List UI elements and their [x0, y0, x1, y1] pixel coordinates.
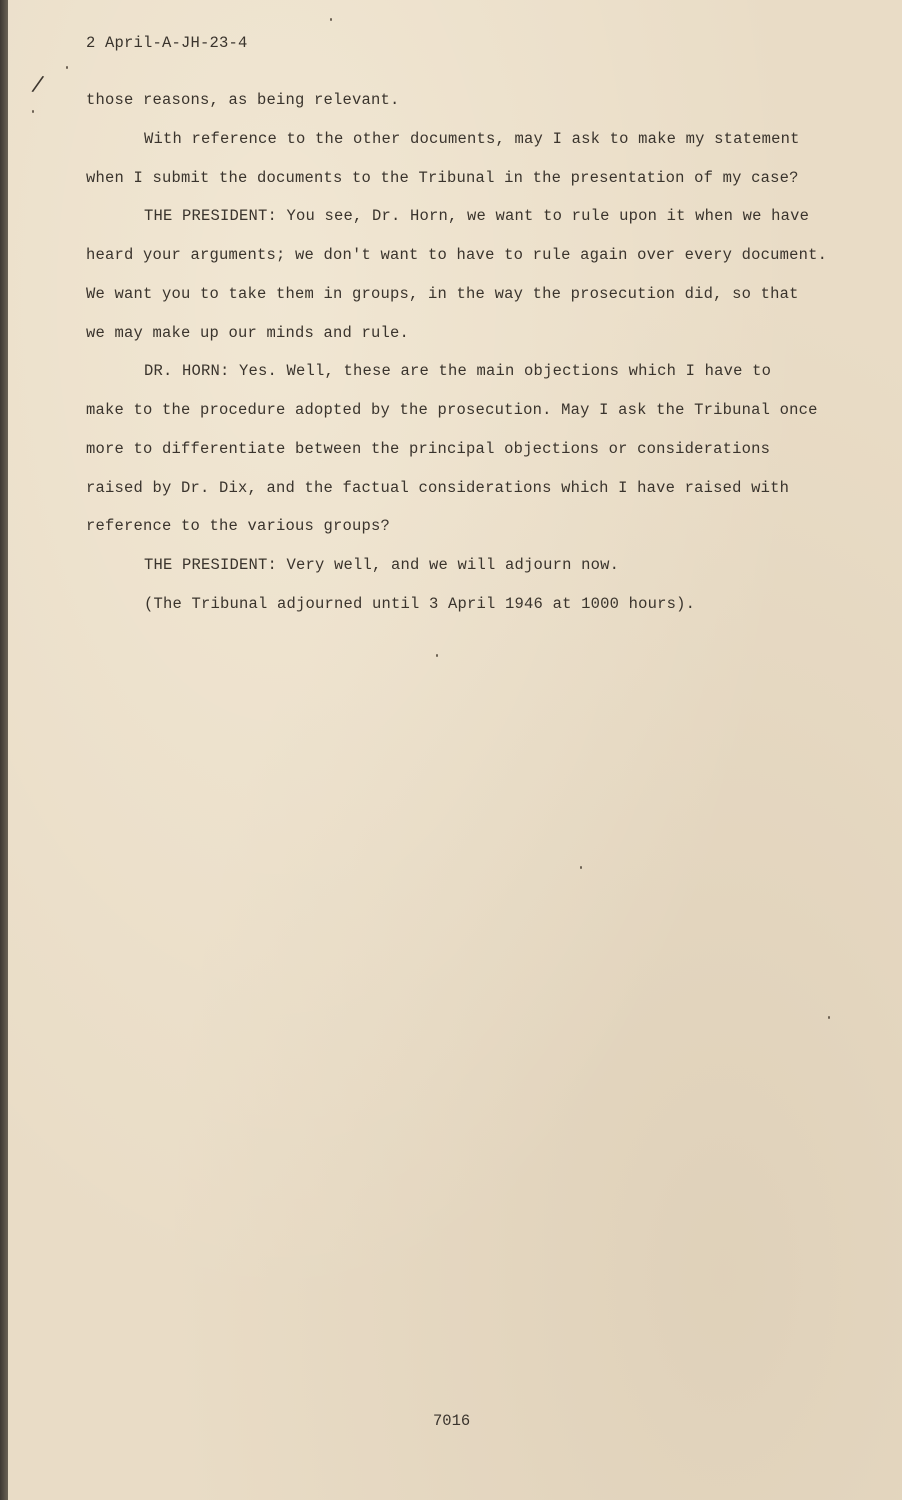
paper-speck: [828, 1016, 830, 1019]
paper-speck: [436, 654, 438, 657]
document-header: 2 April-A-JH-23-4: [86, 34, 248, 52]
margin-speck: [66, 66, 68, 69]
paragraph-4-line-2: make to the procedure adopted by the prosecution. May I ask the Tribunal once: [86, 401, 818, 419]
margin-speck: [32, 110, 34, 113]
paragraph-6-line-1: (The Tribunal adjourned until 3 April 1946 at 1000 hours).: [144, 595, 696, 613]
paragraph-4-line-3: more to differentiate between the principal objections or considerations: [86, 440, 771, 458]
paragraph-4-line-4: raised by Dr. Dix, and the factual considerations which I have raised with: [86, 479, 790, 497]
page-number: 7016: [433, 1412, 471, 1430]
paragraph-3-line-1: THE PRESIDENT: You see, Dr. Horn, we want to rule upon it when we have: [144, 207, 810, 225]
margin-pencil-mark: /: [30, 71, 46, 98]
paragraph-4-line-1: DR. HORN: Yes. Well, these are the main objections which I have to: [144, 362, 772, 380]
paragraph-3-line-2: heard your arguments; we don't want to have to rule again over every document.: [86, 246, 828, 264]
paragraph-4-line-5: reference to the various groups?: [86, 517, 391, 535]
document-page: [8, 0, 902, 1500]
scan-left-edge: [0, 0, 8, 1500]
paragraph-2-line-2: when I submit the documents to the Tribunal in the presentation of my case?: [86, 169, 799, 187]
paragraph-3-line-3: We want you to take them in groups, in the way the prosecution did, so that: [86, 285, 799, 303]
paper-speck: [330, 18, 332, 21]
paragraph-1-line-1: those reasons, as being relevant.: [86, 91, 400, 109]
paragraph-2-line-1: With reference to the other documents, may I ask to make my statement: [144, 130, 800, 148]
paper-speck: [580, 866, 582, 869]
paragraph-5-line-1: THE PRESIDENT: Very well, and we will adjourn now.: [144, 556, 620, 574]
paragraph-3-line-4: we may make up our minds and rule.: [86, 324, 410, 342]
